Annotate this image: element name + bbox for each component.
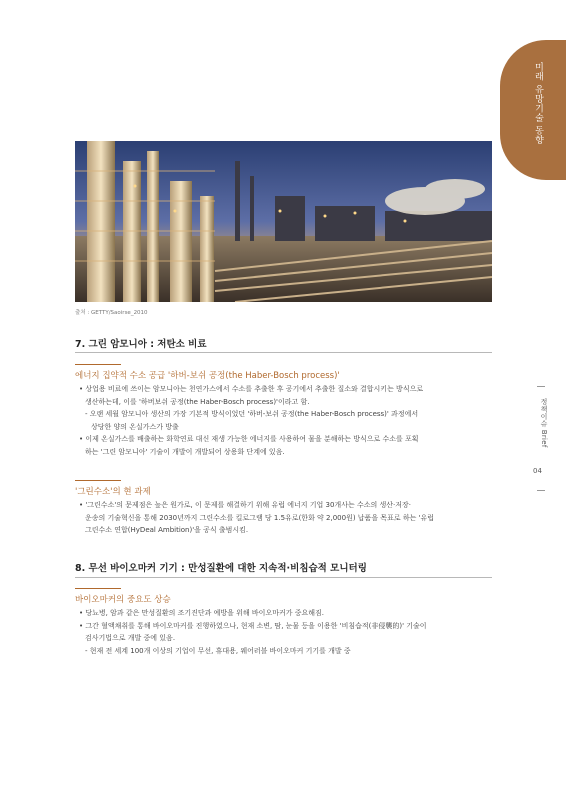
- subsection-title: 바이오마커의 중요도 상승: [75, 595, 171, 605]
- section-tab-label: 미래 유망기술 동향: [533, 62, 543, 145]
- text-line: 검사기법으로 개발 중에 있음.: [85, 634, 176, 642]
- text-line: • 당뇨병, 암과 같은 만성질환의 조기진단과 예방을 위해 바이오마커가 중요해짐.: [79, 609, 324, 617]
- text-line: 하는 '그린 암모니아' 기술이 개발이 개발되어 상용화 단계에 있음.: [85, 447, 285, 456]
- subsection-rule: [75, 588, 121, 589]
- text-line: 운송의 기술혁신을 통해 2030년까지 그린수소를 킬로그램 당 1.5유로(한화 약 2,000원) 납품을 목표로 하는 '유럽: [85, 513, 435, 522]
- section-7-divider: [75, 352, 492, 353]
- text-line: 생산하는데, 이를 '하버보쉬 공정(the Haber-Bosch process)'이라고 함.: [85, 397, 310, 406]
- bullet-item: [75, 620, 495, 645]
- text-line: • 그간 혈액채취를 통해 바이오마커를 진행하였으나, 현재 소변, 땀, 눈물 등을 이용한 '비침습적(非侵襲的)' 기술이: [79, 621, 427, 630]
- subsection-title: 에너지 집약적 수소 공급 '하버-보쉬 공정(the Haber-Bosch process)': [75, 371, 340, 381]
- section-7-challenge-body: [75, 499, 495, 537]
- text-line: 그린수소 연합(HyDeal Ambition)'을 공식 출범시킴.: [85, 526, 249, 534]
- text-line: - 오랜 세월 암모니아 생산의 가장 기본적 방식이었던 '하버-보쉬 공정(the Haber-Bosch process)' 과정에서: [85, 410, 419, 418]
- publication-name: 정책이슈 Brief: [540, 398, 548, 448]
- section-8-divider: [75, 577, 492, 578]
- text-line: • 이제 온실가스를 배출하는 화학연료 대신 재생 가능한 에너지를 사용하여 물을 분해하는 방식으로 수소를 포획: [79, 435, 419, 443]
- section-7-body: [75, 383, 495, 458]
- sub-item: [75, 408, 495, 433]
- subsection-title: '그린수소'의 현 과제: [75, 487, 151, 497]
- image-caption: 출처 : GETTY/Saoirse_2010: [75, 310, 148, 316]
- bullet-item: [75, 383, 495, 408]
- bullet-item: [75, 499, 495, 537]
- sub-item: [75, 645, 495, 658]
- side-divider-top: [537, 386, 545, 387]
- subsection-rule: [75, 364, 121, 365]
- page-number: 04: [533, 467, 542, 475]
- text-line: • 상업용 비료에 쓰이는 암모니아는 천연가스에서 수소를 추출한 후 공기에서 추출한 질소와 결합시키는 방식으로: [79, 385, 424, 393]
- text-line: • '그린수소'의 문제점은 높은 원가로, 이 문제를 해결하기 위해 유럽 에너지 기업 30개사는 수소의 생산·저장·: [79, 501, 411, 509]
- section-7-title: 7. 그린 암모니아 : 저탄소 비료: [75, 339, 207, 350]
- bullet-item: [75, 433, 495, 458]
- text-line: 상당한 양의 온실가스가 방출: [91, 422, 179, 431]
- industrial-plant-photo: [75, 141, 492, 302]
- section-8-title: 8. 무선 바이오마커 기기 : 만성질환에 대한 지속적·비침습적 모니터링: [75, 563, 367, 574]
- side-divider-bottom: [537, 490, 545, 491]
- bullet-item: [75, 607, 495, 620]
- section-8-body: [75, 607, 495, 657]
- subsection-rule: [75, 480, 121, 481]
- text-line: - 현재 전 세계 100개 이상의 기업이 무선, 휴대용, 웨어러블 바이오마커 기기를 개발 중: [85, 646, 351, 655]
